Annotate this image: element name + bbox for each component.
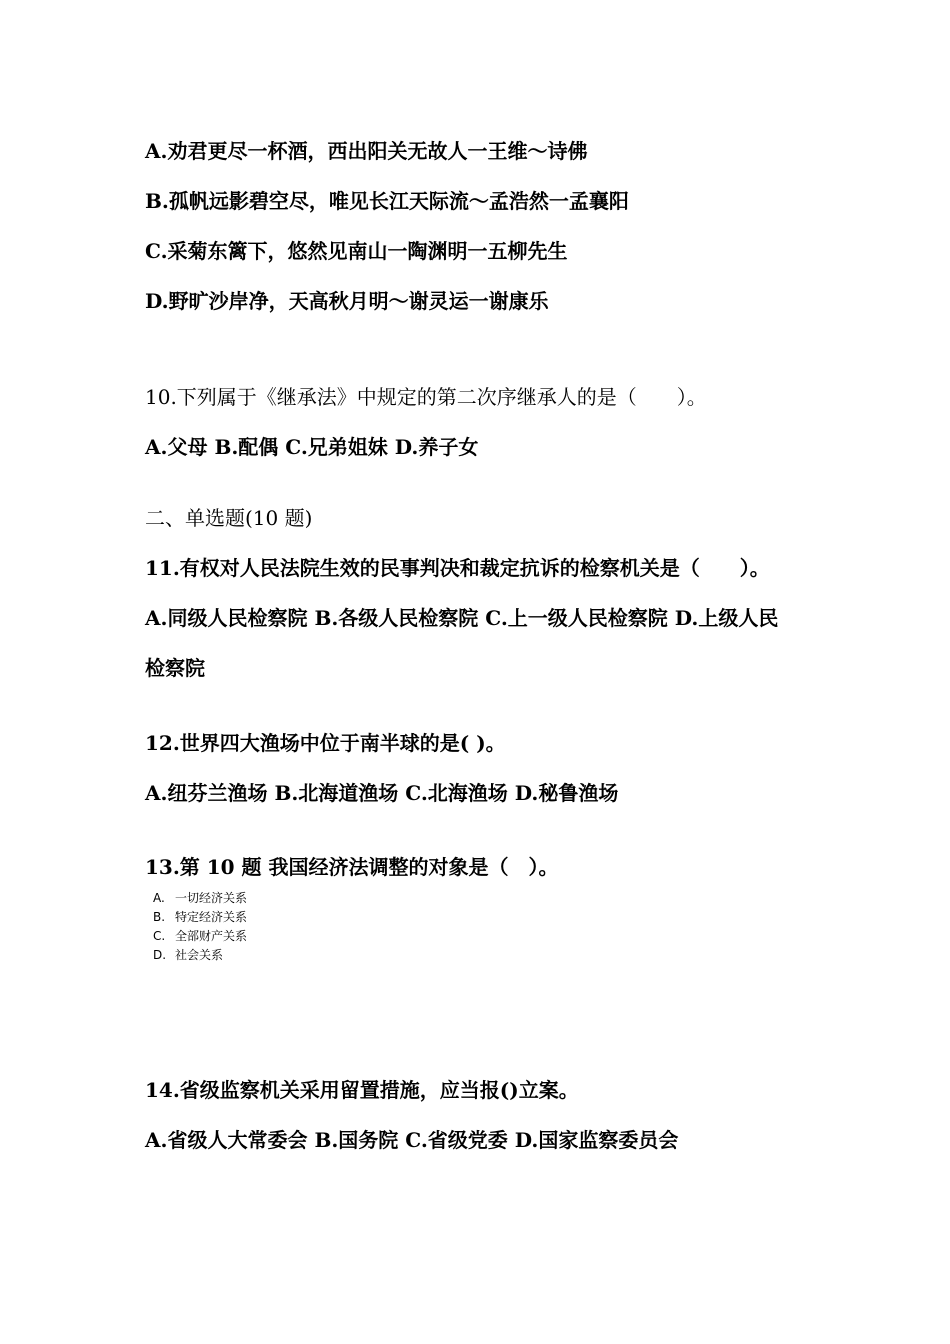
q9-option-b: B.孤帆远影碧空尽，唯见长江天际流～孟浩然一孟襄阳 (145, 189, 629, 213)
section-title: 二、单选题(10 题) (145, 506, 313, 530)
q13-options (153, 889, 247, 965)
q9-option-c: C.采菊东篱下，悠然见南山一陶渊明一五柳先生 (145, 239, 568, 263)
q9-option-a: A.劝君更尽一杯酒，西出阳关无故人一王维～诗佛 (145, 139, 588, 163)
q9-option-d: D.野旷沙岸净，天高秋月明～谢灵运一谢康乐 (145, 289, 549, 313)
q13-option-a: A. 一切经济关系 (153, 891, 248, 905)
q13-option-c: C. 全部财产关系 (153, 929, 248, 943)
q14-options: A.省级人大常委会 B.国务院 C.省级党委 D.国家监察委员会 (145, 1128, 679, 1152)
q11-question: 11.有权对人民法院生效的民事判决和裁定抗诉的检察机关是（ ）。 (145, 556, 770, 580)
q13-option-b: B. 特定经济关系 (153, 910, 248, 924)
q11-options-line2: 检察院 (145, 656, 205, 680)
q10-question: 10.下列属于《继承法》中规定的第二次序继承人的是（ ）。 (145, 385, 707, 409)
q11-options-line1: A.同级人民检察院 B.各级人民检察院 C.上一级人民检察院 D.上级人民 (145, 606, 779, 630)
q12-question: 12.世界四大渔场中位于南半球的是( )。 (145, 731, 506, 755)
q14-question: 14.省级监察机关采用留置措施，应当报()立案。 (145, 1078, 579, 1102)
q10-options: A.父母 B.配偶 C.兄弟姐妹 D.养子女 (145, 435, 479, 459)
q13-option-d: D. 社会关系 (153, 948, 224, 962)
q13-question: 13.第 10 题 我国经济法调整的对象是（ ）。 (145, 855, 559, 879)
q12-options: A.纽芬兰渔场 B.北海道渔场 C.北海渔场 D.秘鲁渔场 (145, 781, 619, 805)
